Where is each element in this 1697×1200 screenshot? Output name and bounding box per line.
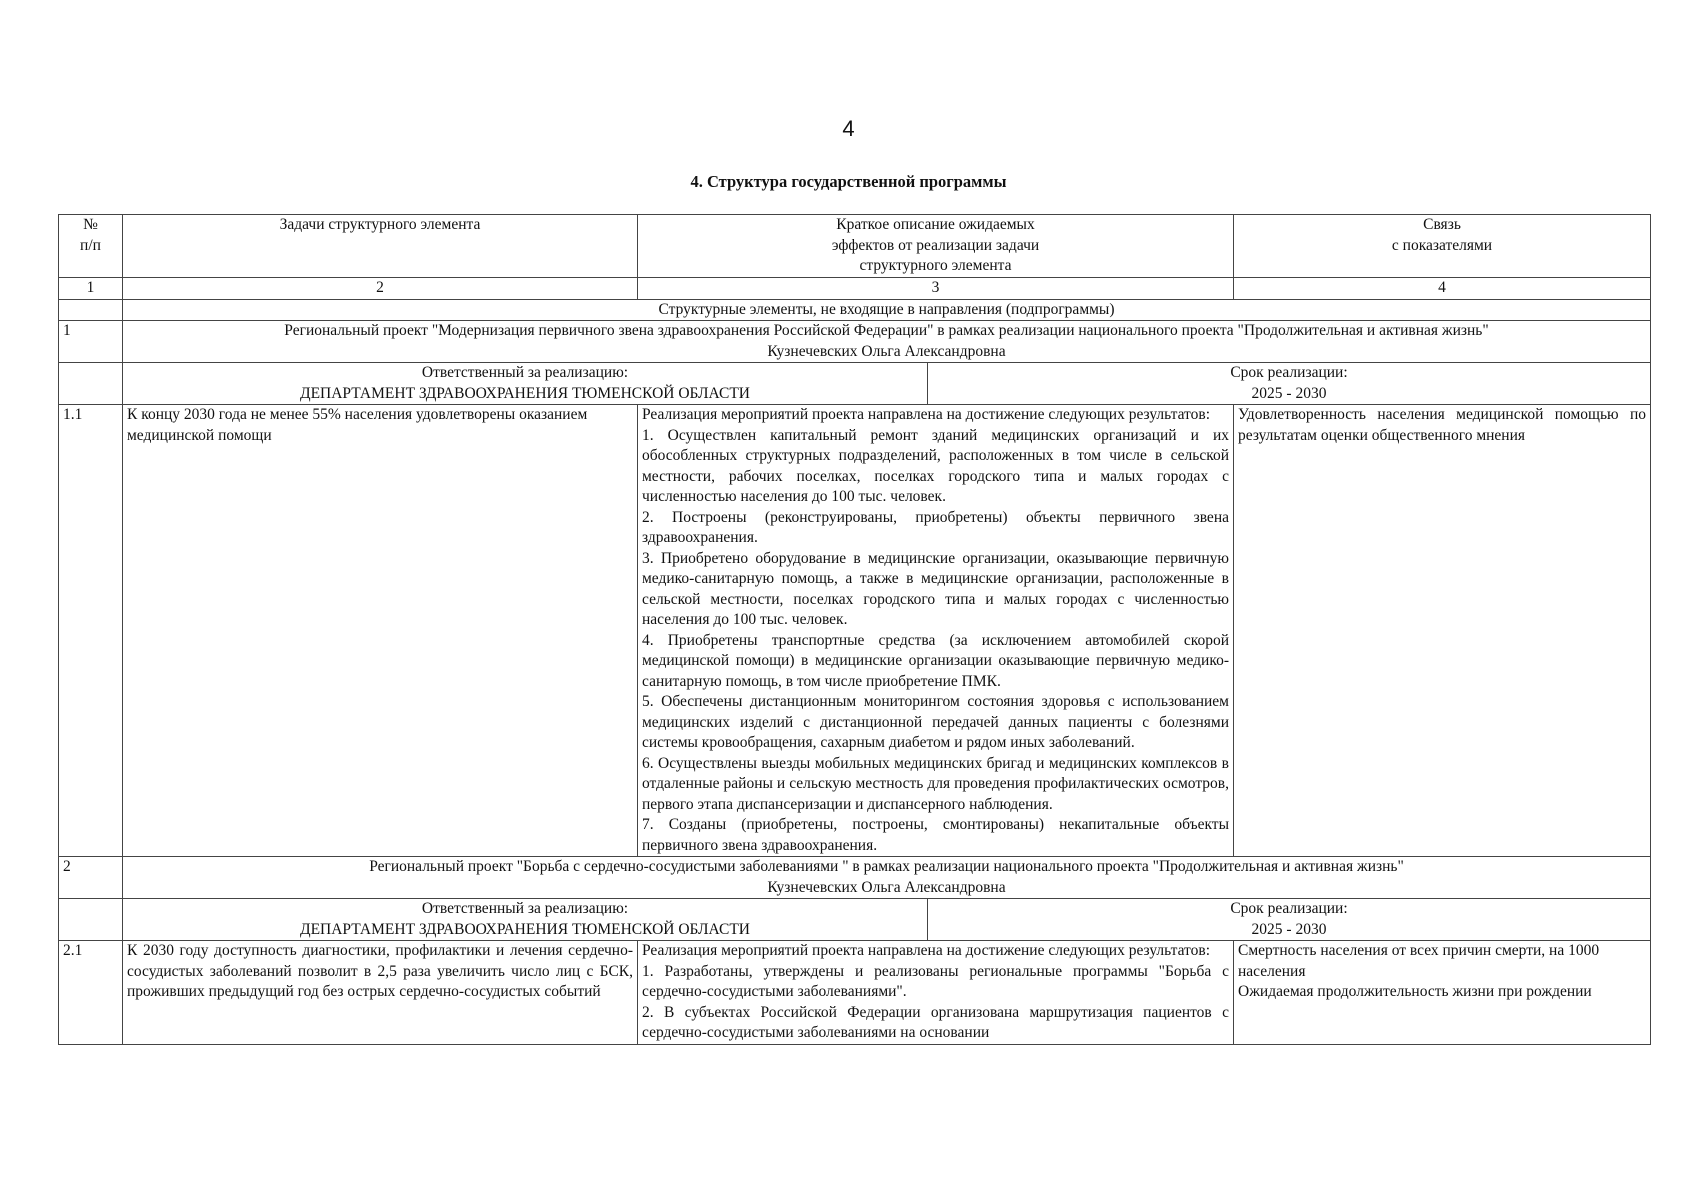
header-link [1234, 215, 1651, 278]
task-indicators [1234, 941, 1651, 1045]
project-num: 2 [59, 857, 123, 899]
responsible-department: ДЕПАРТАМЕНТ ЗДРАВООХРАНЕНИЯ ТЮМЕНСКОЙ ОБЛАСТИ [300, 920, 750, 938]
project-title-cell [123, 321, 1651, 363]
column-number: 3 [638, 278, 1234, 300]
indicator: Смертность населения от всех причин смерти, на 1000 населения [1238, 942, 1600, 980]
header-link-line: Связь [1423, 216, 1461, 233]
structure-table [58, 214, 1651, 1045]
empty-cell [59, 299, 123, 321]
effect-paragraph: 2. В субъектах Российской Федерации организована маршрутизация пациентов с сердечно-сосудистыми заболеваниями на основании [642, 1003, 1229, 1041]
term-value: 2025 - 2030 [1251, 920, 1327, 938]
column-number: 2 [123, 278, 638, 300]
term-value: 2025 - 2030 [1251, 384, 1327, 402]
indicator: Удовлетворенность населения медицинской помощью по результатам оценки общественного мнения [1238, 406, 1646, 444]
responsible-row [59, 899, 1651, 941]
header-link-line: с показателями [1391, 236, 1493, 254]
column-number-row [59, 278, 1651, 300]
term-cell [928, 899, 1651, 941]
group-title: Структурные элементы, не входящие в направления (подпрограммы) [123, 299, 1651, 321]
header-effects-line: структурного элемента [859, 257, 1012, 274]
header-effects-line: Краткое описание ожидаемых [836, 216, 1035, 233]
task-num: 2.1 [59, 941, 123, 1045]
column-number: 1 [59, 278, 123, 300]
column-number: 4 [1234, 278, 1651, 300]
project-title: Региональный проект "Борьба с сердечно-сосудистыми заболеваниями " в рамках реализации национального проекта "Продолжительная и активная жизнь" [369, 858, 1404, 875]
table-header-row [59, 215, 1651, 278]
effect-paragraph: 1. Осуществлен капитальный ремонт зданий медицинских организаций и их обособленных структурных подразделений, расположенных в том числе в сельской местности, рабочих поселках, поселках городского типа и малых городах с численностью населения до 100 тыс. человек. [642, 426, 1229, 505]
responsible-label: Ответственный за реализацию: [421, 900, 629, 917]
empty-cell [59, 899, 123, 941]
task-num: 1.1 [59, 405, 123, 857]
header-tasks: Задачи структурного элемента [123, 215, 638, 278]
indicator: Ожидаемая продолжительность жизни при рождении [1238, 983, 1592, 1000]
task-row [59, 405, 1651, 857]
responsible-row [59, 363, 1651, 405]
empty-cell [59, 363, 123, 405]
project-num: 1 [59, 321, 123, 363]
task-effects [638, 405, 1234, 857]
effect-paragraph: 7. Созданы (приобретены, построены, смонтированы) некапитальные объекты первичного звена здравоохранения. [642, 816, 1229, 854]
effect-paragraph: 1. Разработаны, утверждены и реализованы региональные программы "Борьба с сердечно-сосудистыми заболеваниями". [642, 962, 1229, 1000]
responsible-label: Ответственный за реализацию: [421, 364, 629, 381]
effect-paragraph: 6. Осуществлены выезды мобильных медицинских бригад и медицинских комплексов в отдаленные районы и сельскую местность для проведения профилактических осмотров, первого этапа диспансеризации и диспансерного наблюдения. [642, 754, 1229, 813]
effect-paragraph: Реализация мероприятий проекта направлена на достижение следующих результатов: [642, 406, 1210, 423]
term-cell [928, 363, 1651, 405]
responsible-cell [123, 899, 928, 941]
project-curator: Кузнечевских Ольга Александровна [767, 878, 1006, 896]
effect-paragraph: 3. Приобретено оборудование в медицинские организации, оказывающие первичную медико-санитарную помощь, а также в медицинские организации, расположенные в сельской местности, поселках городского типа и малых городах с численностью населения до 100 тыс. человек. [642, 549, 1229, 628]
project-row [59, 321, 1651, 363]
header-effects-line: эффектов от реализации задачи [831, 236, 1040, 254]
effect-paragraph: 2. Построены (реконструированы, приобретены) объекты первичного звена здравоохранения. [642, 508, 1229, 546]
effect-paragraph: 5. Обеспечены дистанционным мониторингом состояния здоровья с использованием медицинских изделий с дистанционной передачей данных пациенты с болезнями системы кровообращения, сахарным диабетом и рядом иных заболеваний. [642, 693, 1229, 751]
project-title: Региональный проект "Модернизация первичного звена здравоохранения Российской Федерации" в рамках реализации национального проекта "Продолжительная и активная жизнь" [284, 322, 1489, 339]
effect-paragraph: Реализация мероприятий проекта направлена на достижение следующих результатов: [642, 942, 1210, 959]
header-num-line: п/п [80, 236, 101, 254]
effect-paragraph: 4. Приобретены транспортные средства (за исключением автомобилей скорой медицинской помощи) в медицинские организации оказывающие первичную медико-санитарную помощь, в том числе приобретение ПМК. [642, 631, 1229, 690]
page-number: 4 [842, 116, 855, 141]
responsible-department: ДЕПАРТАМЕНТ ЗДРАВООХРАНЕНИЯ ТЮМЕНСКОЙ ОБЛАСТИ [300, 384, 750, 402]
term-label: Срок реализации: [1230, 900, 1348, 917]
header-effects [638, 215, 1234, 278]
task-indicators [1234, 405, 1651, 857]
responsible-cell [123, 363, 928, 405]
project-row [59, 857, 1651, 899]
project-title-cell [123, 857, 1651, 899]
group-title-row [59, 299, 1651, 321]
section-title: 4. Структура государственной программы [690, 172, 1007, 191]
header-num [59, 215, 123, 278]
task-text: К концу 2030 года не менее 55% населения удовлетворены оказанием медицинской помощи [123, 405, 638, 857]
task-row [59, 941, 1651, 1045]
task-text: К 2030 году доступность диагностики, профилактики и лечения сердечно-сосудистых заболеваний позволит в 2,5 раза увеличить число лиц с БСК, проживших предыдущий год без острых сердечно-сосудистых событий [123, 941, 638, 1045]
project-curator: Кузнечевских Ольга Александровна [767, 342, 1006, 360]
header-num-line: № [83, 216, 98, 233]
task-effects [638, 941, 1234, 1045]
term-label: Срок реализации: [1230, 364, 1348, 381]
